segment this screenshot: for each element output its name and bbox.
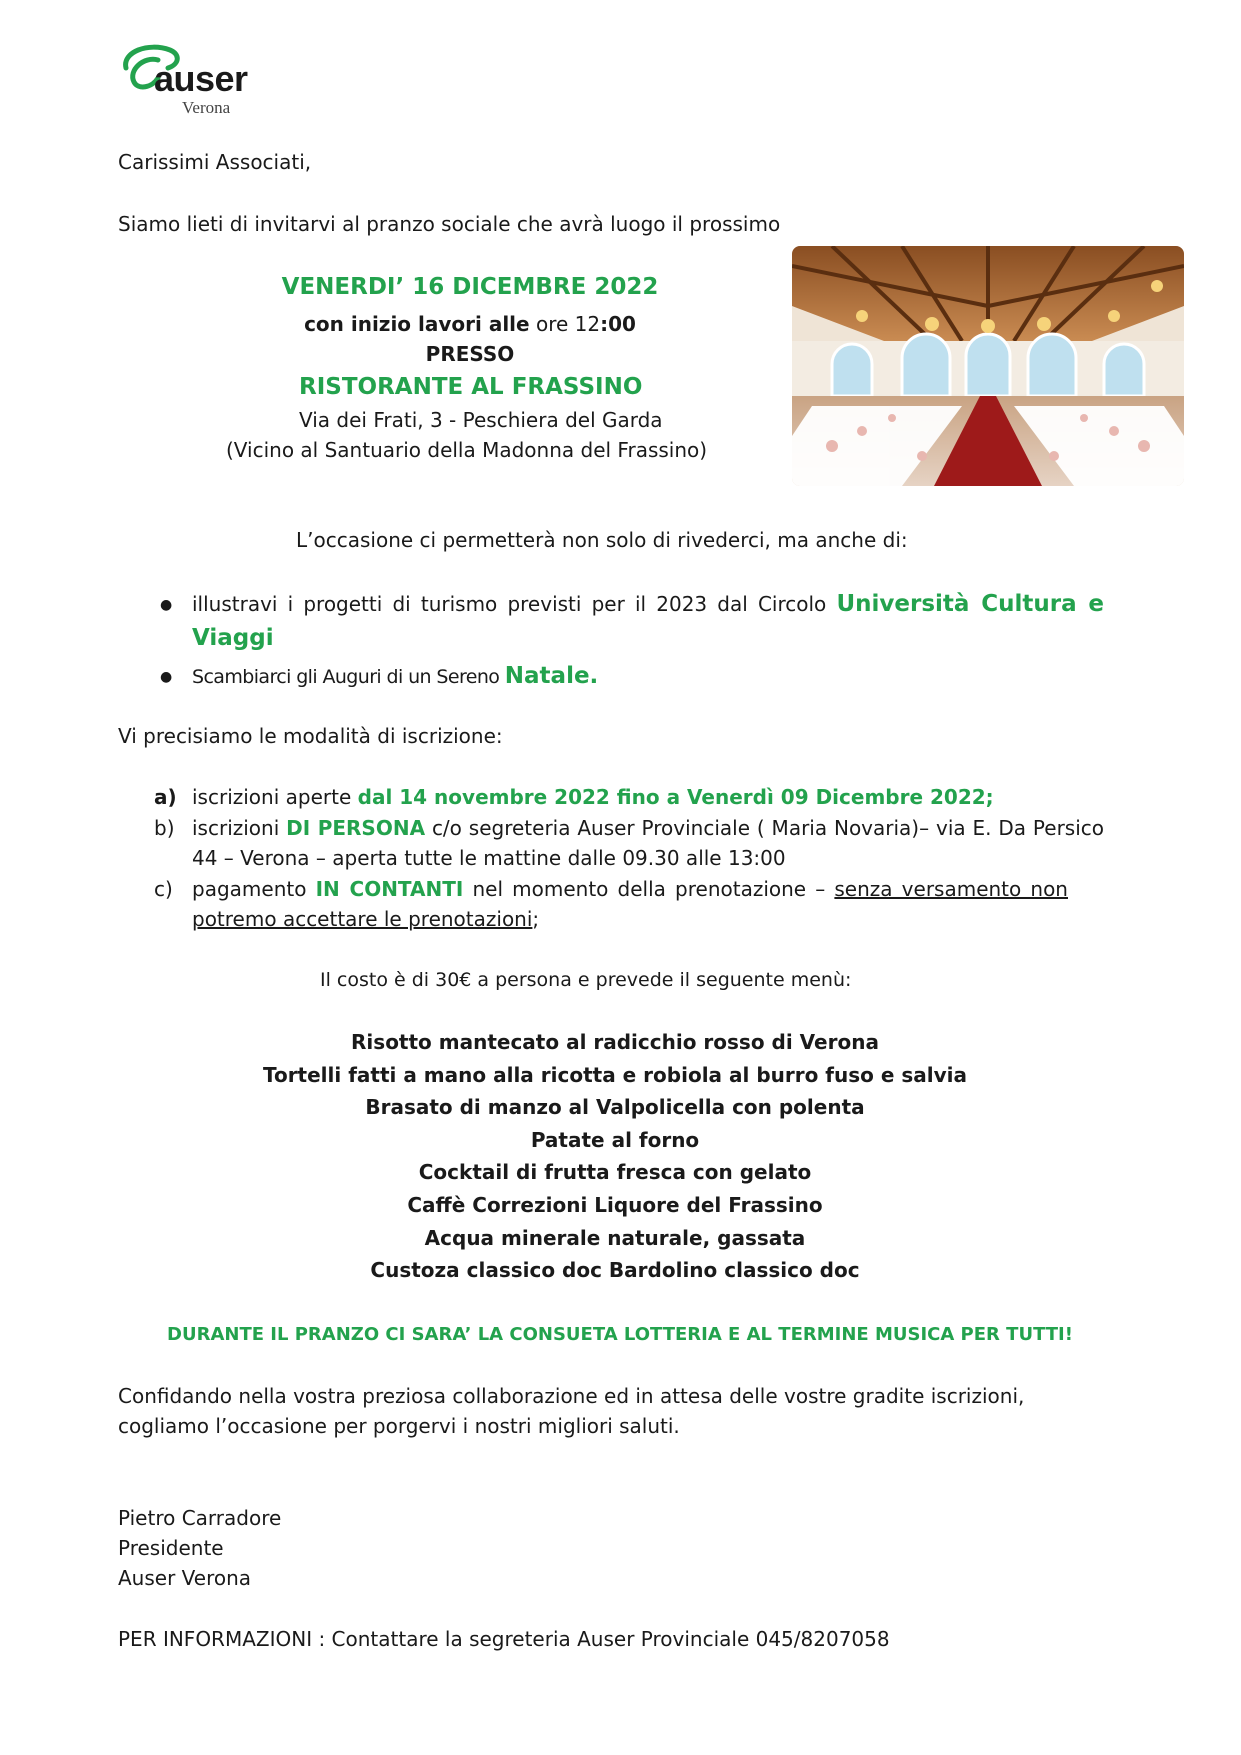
menu-item: Cocktail di frutta fresca con gelato (418, 1160, 812, 1185)
event-start-time: ore 12 (529, 312, 601, 336)
list-a-text: iscrizioni aperte (192, 785, 358, 809)
menu-list (120, 1026, 1110, 1287)
event-start (240, 310, 700, 338)
list-item-c-line-1 (192, 875, 1068, 903)
list-b-highlight: DI PERSONA (286, 816, 426, 840)
list-c-underline-1: senza versamento non (834, 877, 1068, 901)
occasion-text: L’occasione ci permetterà non solo di rivederci, ma anche di: (296, 528, 908, 552)
event-date: VENERDI’ 16 DICEMBRE 2022 (281, 274, 659, 300)
signature-role: Presidente (118, 1536, 224, 1560)
list-b-text-1: iscrizioni (192, 816, 280, 840)
list-marker-a: a) (154, 785, 177, 809)
signature-org: Auser Verona (118, 1566, 252, 1590)
bullet-2-text: Scambiarci gli Auguri di un Sereno (192, 666, 505, 688)
closing-line-2: cogliamo l’occasione per porgervi i nostri migliori saluti. (118, 1414, 680, 1438)
logo-brand: auser (154, 58, 248, 99)
lottery-announcement: DURANTE IL PRANZO CI SARA’ LA CONSUETA LOTTERIA E AL TERMINE MUSICA PER TUTTI! (167, 1324, 1073, 1345)
bullet-dot-icon: ● (160, 597, 173, 613)
logo (118, 38, 318, 128)
intro-text: Siamo lieti di invitarvi al pranzo sociale che avrà luogo il prossimo (118, 212, 781, 236)
list-c-highlight: IN CONTANTI (315, 877, 464, 901)
menu-item: Brasato di manzo al Valpolicella con polenta (365, 1095, 865, 1120)
banquet-hall-image (792, 246, 1184, 486)
bullet-2-highlight: Natale. (504, 663, 599, 689)
list-c-text-2: nel momento della prenotazione – (472, 877, 826, 901)
list-marker-b: b) (154, 816, 175, 840)
banquet-hall-illustration (792, 246, 1184, 486)
list-item-b-line-1 (192, 814, 1104, 842)
logo-city: Verona (182, 98, 231, 117)
list-c-text-1: pagamento (192, 877, 307, 901)
contact-info: PER INFORMAZIONI : Contattare la segreteria Auser Provinciale 045/8207058 (118, 1627, 890, 1651)
bullet-1-line-1 (192, 590, 1104, 618)
list-c-end: ; (532, 907, 540, 931)
list-a-highlight: dal 14 novembre 2022 fino a Venerdì 09 Dicembre 2022; (357, 785, 994, 809)
event-near: (Vicino al Santuario della Madonna del Frassino) (226, 438, 708, 462)
modalita-intro: Vi precisiamo le modalità di iscrizione: (118, 724, 503, 748)
list-c-underline-2: potremo accettare le prenotazioni (192, 907, 533, 931)
list-b-text-2: c/o segreteria Auser Provinciale ( Maria Novaria)– via E. Da Persico (431, 816, 1105, 840)
menu-item: Tortelli fatti a mano alla ricotta e robiola al burro fuso e salvia (262, 1062, 968, 1087)
menu-item: Acqua minerale naturale, gassata (424, 1225, 806, 1250)
menu-item: Custoza classico doc Bardolino classico doc (370, 1258, 860, 1283)
event-presso: PRESSO (425, 342, 515, 366)
menu-item: Patate al forno (530, 1127, 700, 1152)
list-item-a (192, 783, 994, 811)
list-item-c-line-2 (192, 905, 539, 933)
bullet-1-text: illustravi i progetti di turismo previsti per il 2023 dal Circolo (192, 592, 827, 616)
signature-name: Pietro Carradore (118, 1506, 282, 1530)
event-address: Via dei Frati, 3 - Peschiera del Garda (299, 408, 663, 432)
bullet-dot-icon: ● (160, 669, 173, 685)
list-marker-c: c) (154, 877, 173, 901)
cost-text: Il costo è di 30€ a persona e prevede il seguente menù: (320, 969, 852, 991)
event-venue: RISTORANTE AL FRASSINO (299, 374, 643, 400)
bullet-2 (192, 662, 598, 691)
list-item-b-line-2: 44 – Verona – aperta tutte le mattine dalle 09.30 alle 13:00 (192, 846, 786, 870)
bullet-1-highlight: Università Cultura e (836, 591, 1104, 617)
menu-item: Caffè Correzioni Liquore del Frassino (407, 1192, 823, 1217)
greeting: Carissimi Associati, (118, 150, 312, 174)
event-start-minutes: :00 (600, 312, 636, 336)
event-start-label: con inizio lavori alle (304, 312, 530, 336)
menu-item: Risotto mantecato al radicchio rosso di Verona (351, 1030, 879, 1054)
closing-line-1: Confidando nella vostra preziosa collaborazione ed in attesa delle vostre gradite iscrizioni, (118, 1384, 1025, 1408)
bullet-1-highlight-end: Viaggi (192, 625, 274, 651)
